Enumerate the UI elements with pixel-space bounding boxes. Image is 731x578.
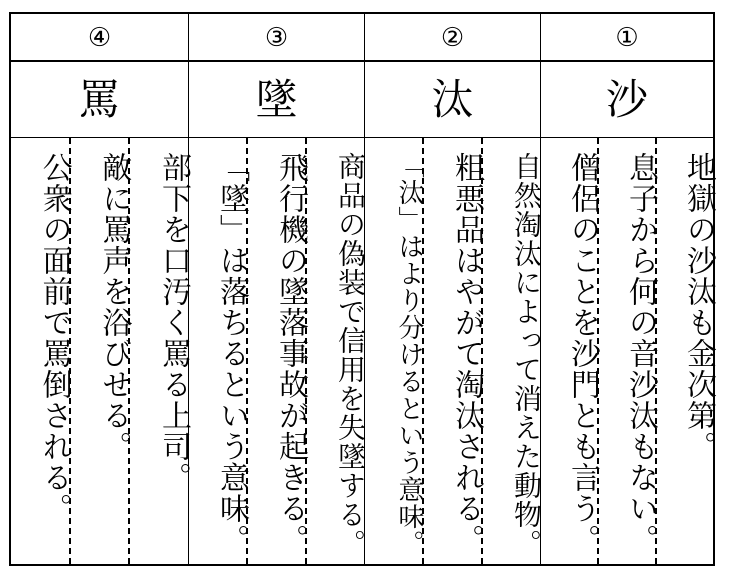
column-number: ③ <box>189 14 364 62</box>
column-3 <box>188 14 367 564</box>
sentence-text: 「墜」は落ちるという意味。 <box>214 152 249 555</box>
example-sentences <box>365 138 543 564</box>
sentence-line <box>365 138 424 564</box>
column-kanji: 墜 <box>189 62 364 138</box>
column-kanji: 沙 <box>541 62 713 138</box>
sentence-text: 敵に罵声を浴びせる。 <box>96 152 132 462</box>
column-number: ② <box>365 14 540 62</box>
column-4 <box>11 14 191 564</box>
sentence-line <box>130 138 191 564</box>
sentence-text: 部下を口汚く罵る上司。 <box>156 152 191 493</box>
sentence-line <box>483 138 543 564</box>
sentence-text: 息子から何の音沙汰もない。 <box>623 152 658 555</box>
sentence-text: 粗悪品はやがて淘汰される。 <box>449 152 484 555</box>
column-number: ④ <box>11 14 188 62</box>
sentence-text: 「汰」はより分けるという意味。 <box>394 152 424 557</box>
sentence-text: 地獄の沙汰も金次第。 <box>681 152 716 462</box>
sentence-line <box>189 138 248 564</box>
column-2 <box>364 14 543 564</box>
column-kanji: 汰 <box>365 62 540 138</box>
sentence-line <box>657 138 716 564</box>
column-1 <box>540 14 716 564</box>
sentence-text: 飛行機の墜落事故が起きる。 <box>273 152 308 555</box>
sentence-line <box>71 138 131 564</box>
example-sentences <box>11 138 191 564</box>
example-sentences <box>189 138 367 564</box>
sentence-line <box>307 138 367 564</box>
column-number: ① <box>541 14 713 62</box>
sentence-text: 商品の偽装で信用を失墜する。 <box>334 152 367 558</box>
example-sentences <box>541 138 716 564</box>
sentence-text: 公衆の面前で罵倒される。 <box>36 152 72 524</box>
sentence-line <box>11 138 71 564</box>
sentence-text: 僧侶のことを沙門とも言う。 <box>565 152 600 555</box>
kanji-worksheet-table <box>9 12 715 566</box>
sentence-line <box>248 138 307 564</box>
sentence-line <box>541 138 599 564</box>
sentence-line <box>424 138 483 564</box>
sentence-text: 自然淘汰によって消えた動物。 <box>510 152 543 558</box>
column-kanji: 罵 <box>11 62 188 138</box>
sentence-line <box>599 138 657 564</box>
